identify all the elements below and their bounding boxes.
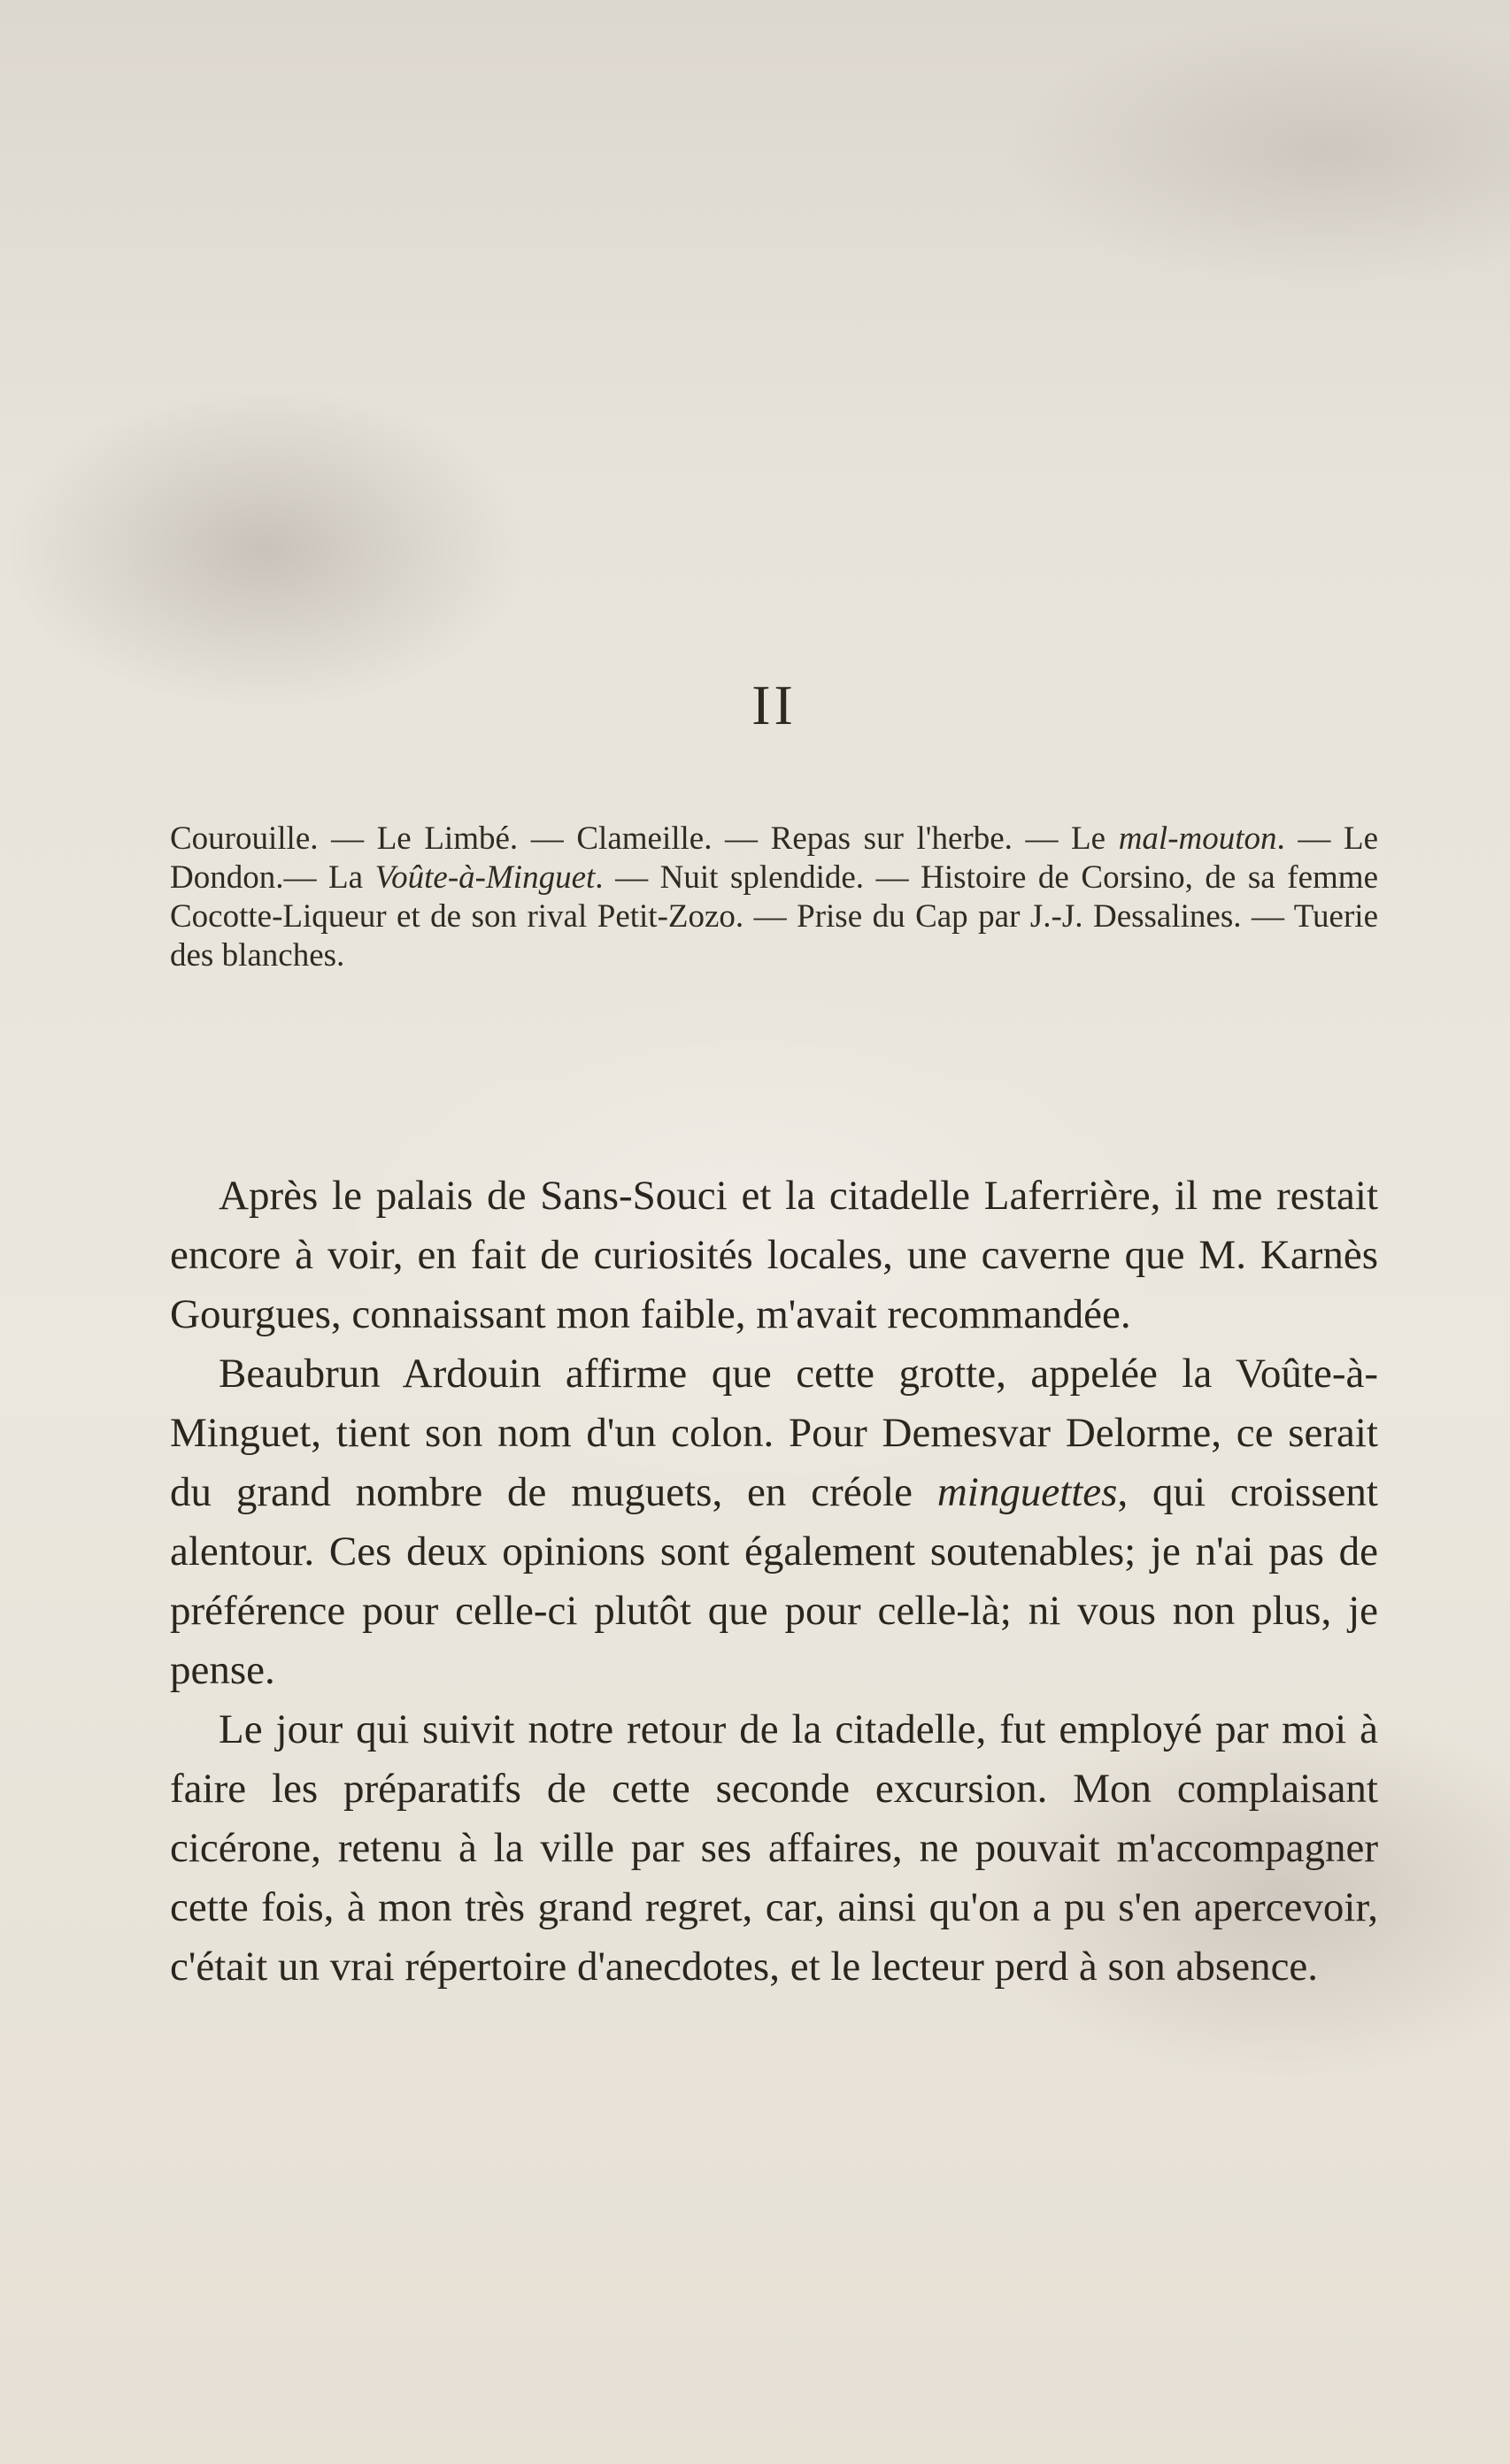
paragraph-2-text-b: , qui croissent alentour. Ces deux opinions sont également soutenables; je n'ai pas de préférence pour celle-ci plutôt que pour celle-là; ni vous non plus, je pense. (170, 1469, 1378, 1693)
paragraph-3: Le jour qui suivit notre retour de la citadelle, fut employé par moi à faire les préparatifs de cette seconde excursion. Mon complaisant cicérone, retenu à la ville par ses affaires, ne pouvait m'accompagner cette fois, à mon très grand regret, car, ainsi qu'on a pu s'en apercevoir, c'était un vrai répertoire d'anecdotes, et le lecteur perd à son absence. (170, 1706, 1378, 1990)
chapter-body (170, 1167, 1378, 1997)
chapter-number: II (751, 674, 797, 736)
summary-italic-2: Voûte-à-Minguet (374, 859, 596, 896)
summary-text-3: . — Nuit splendide. — Histoire de Corsino, de sa femme Cocotte-Liqueur et de son rival Petit-Zozo. — Prise du Cap par J.-J. Dessalines. — Tuerie des blanches. (170, 859, 1378, 974)
summary-text-1: Courouille. — Le Limbé. — Clameille. — Repas sur l'herbe. — Le (170, 820, 1119, 857)
paragraph-2-italic: minguettes (936, 1469, 1118, 1515)
paragraph-2 (170, 1344, 1378, 1700)
chapter-summary (170, 820, 1378, 975)
paragraph-2-text-a: Beaubrun Ardouin affirme que cette grotte, appelée la Voûte-à-Minguet, tient son nom d'un colon. Pour Demesvar Delorme, ce serait du grand nombre de muguets, en créole (170, 1351, 1378, 1515)
summary-italic-1: mal-mouton (1118, 820, 1277, 857)
paragraph-1: Après le palais de Sans-Souci et la citadelle Laferrière, il me restait encore à voir, en fait de curiosités locales, une caverne que M. Karnès Gourgues, connaissant mon faible, m'avait recommandée. (170, 1173, 1378, 1337)
summary-text-2: . — Le Dondon.— La (170, 820, 1378, 896)
